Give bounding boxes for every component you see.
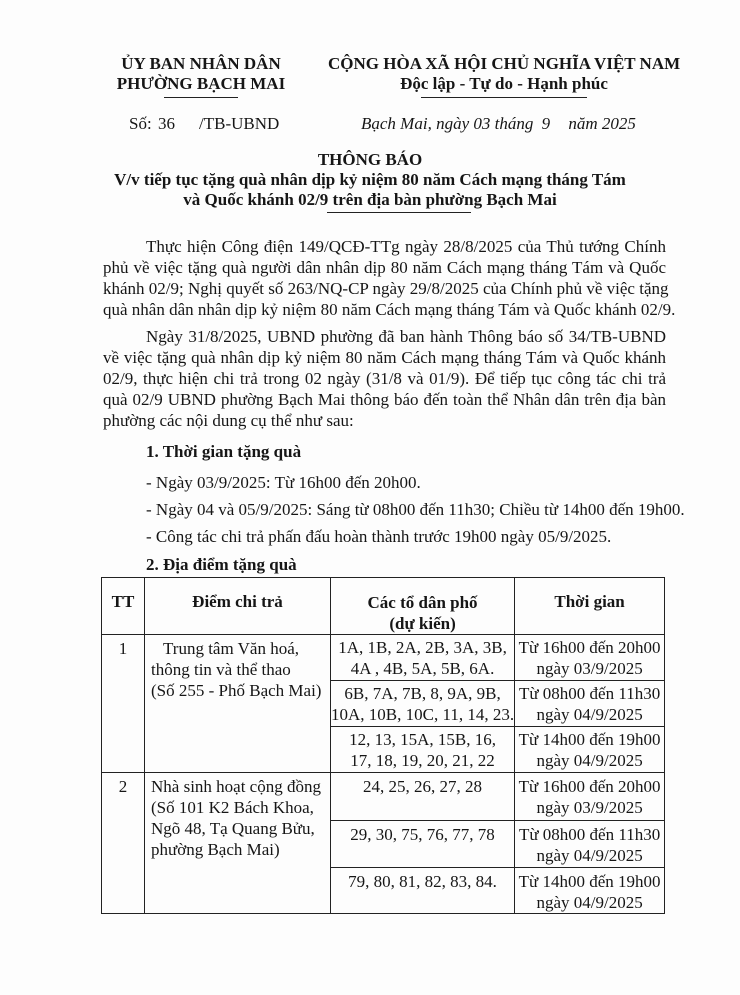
groups-line: 1A, 1B, 2A, 2B, 3A, 3B,	[338, 638, 507, 657]
table-row	[102, 773, 665, 821]
location-line: (Số 101 K2 Bách Khoa,	[151, 798, 314, 817]
time-line: ngày 04/9/2025	[536, 846, 643, 865]
time-line: ngày 04/9/2025	[536, 893, 643, 912]
location-line: phường Bạch Mai)	[151, 840, 280, 859]
section-2-heading: 2. Địa điểm tặng quà	[146, 555, 297, 574]
groups-cell	[331, 773, 515, 821]
location-line: (Số 255 - Phố Bạch Mai)	[151, 681, 322, 700]
groups-cell	[331, 868, 515, 914]
header-location: Điểm chi trả	[145, 578, 331, 635]
site-location	[145, 635, 331, 773]
groups-cell	[331, 635, 515, 681]
schedule-item: - Ngày 04 và 05/9/2025: Sáng từ 08h00 đến 11h30; Chiều từ 14h00 đến 19h00.	[146, 500, 685, 519]
ward-underline	[164, 97, 238, 98]
time-line: Từ 08h00 đến 11h30	[518, 825, 661, 844]
time-cell	[515, 681, 665, 727]
paragraph-line: Thực hiện Công điện 149/QCĐ-TTg ngày 28/8/2025 của Thủ tướng Chính	[146, 237, 666, 256]
time-line: Từ 08h00 đến 11h30	[518, 684, 661, 703]
doc-subject-line2: và Quốc khánh 02/9 trên địa bàn phường Bạch Mai	[183, 190, 557, 209]
distribution-table	[101, 577, 665, 914]
date-month: 9	[541, 114, 551, 133]
time-line: Từ 16h00 đến 20h00	[518, 777, 661, 796]
schedule-item: - Công tác chi trả phấn đấu hoàn thành trước 19h00 ngày 05/9/2025.	[146, 527, 612, 546]
time-line: ngày 03/9/2025	[536, 798, 643, 817]
site-location	[145, 773, 331, 914]
paragraph-line: Ngày 31/8/2025, UBND phường đã ban hành Thông báo số 34/TB-UBND	[146, 327, 666, 346]
groups-cell	[331, 681, 515, 727]
location-line: Trung tâm Văn hoá,	[163, 639, 299, 658]
date-day: 03	[473, 114, 491, 133]
paragraph-line: 02/9, thực hiện chi trả trong 02 ngày (31/8 và 01/9). Để tiếp tục công tác chi trả	[103, 369, 666, 388]
time-cell	[515, 821, 665, 868]
date-line	[361, 114, 636, 134]
paragraph-line: khánh 02/9; Nghị quyết số 263/NQ-CP ngày 29/8/2025 của Chính phủ về việc tặng	[103, 279, 669, 298]
location-line: Nhà sinh hoạt cộng đồng	[151, 777, 321, 796]
groups-line: 4A , 4B, 5A, 5B, 6A.	[350, 659, 495, 678]
location-line: Ngõ 48, Tạ Quang Bửu,	[151, 819, 315, 838]
subject-underline	[327, 212, 471, 213]
schedule-item: - Ngày 03/9/2025: Từ 16h00 đến 20h00.	[146, 473, 421, 492]
location-line: thông tin và thể thao	[151, 660, 291, 679]
time-line: ngày 04/9/2025	[536, 705, 643, 724]
time-cell	[515, 727, 665, 773]
groups-line: 29, 30, 75, 76, 77, 78	[350, 825, 495, 844]
date-place: Bạch Mai, ngày	[361, 114, 470, 133]
time-cell	[515, 773, 665, 821]
groups-line: 6B, 7A, 7B, 8, 9A, 9B,	[344, 684, 501, 703]
groups-cell	[331, 821, 515, 868]
doc-number-suffix: /TB-UBND	[199, 114, 280, 133]
country-name: CỘNG HÒA XÃ HỘI CHỦ NGHĨA VIỆT NAM	[328, 54, 681, 73]
national-motto: Độc lập - Tự do - Hạnh phúc	[400, 74, 608, 93]
doc-title: THÔNG BÁO	[317, 150, 423, 169]
groups-line: 17, 18, 19, 20, 21, 22	[350, 751, 495, 770]
time-line: Từ 16h00 đến 20h00	[518, 638, 661, 657]
paragraph-line: quà nhân dân nhân dịp kỷ niệm 80 năm Cách mạng tháng Tám và Quốc khánh 02/9.	[103, 300, 676, 319]
groups-line: 12, 13, 15A, 15B, 16,	[349, 730, 496, 749]
doc-number-label: Số:	[129, 114, 152, 133]
paragraph-line: quà 02/9 UBND phường Bạch Mai thông báo đến toàn thể Nhân dân trên địa bàn	[103, 390, 666, 409]
header-groups-line1: Các tổ dân phố	[367, 593, 478, 612]
doc-subject-line1: V/v tiếp tục tặng quà nhân dịp kỷ niệm 80 năm Cách mạng tháng Tám	[114, 170, 626, 189]
groups-line: 24, 25, 26, 27, 28	[363, 777, 483, 796]
paragraph-line: về việc tặng quà nhân dịp kỷ niệm 80 năm Cách mạng tháng Tám và Quốc khánh	[103, 348, 666, 367]
groups-cell	[331, 727, 515, 773]
site-number: 2	[102, 773, 145, 914]
paragraph-line: phường các nội dung cụ thể như sau:	[103, 411, 354, 430]
date-month-label: tháng	[494, 114, 534, 133]
time-line: ngày 03/9/2025	[536, 659, 643, 678]
groups-line: 79, 80, 81, 82, 83, 84.	[348, 872, 497, 891]
time-line: Từ 14h00 đến 19h00	[518, 872, 661, 891]
motto-underline	[421, 97, 587, 98]
table-row	[102, 635, 665, 681]
section-1-heading: 1. Thời gian tặng quà	[146, 442, 302, 461]
time-line: Từ 14h00 đến 19h00	[518, 730, 661, 749]
time-cell	[515, 635, 665, 681]
date-year: năm 2025	[568, 114, 636, 133]
ward-name: PHƯỜNG BẠCH MAI	[116, 74, 286, 93]
table-header-row	[102, 578, 665, 635]
header-tt: TT	[102, 578, 145, 635]
header-groups-line2: (dự kiến)	[389, 614, 456, 633]
paragraph-1	[103, 236, 676, 320]
groups-line: 10A, 10B, 10C, 11, 14, 23.	[331, 705, 515, 724]
header-groups	[331, 578, 515, 635]
paragraph-2	[103, 326, 666, 431]
site-number: 1	[102, 635, 145, 773]
agency-name: ỦY BAN NHÂN DÂN	[121, 54, 281, 73]
time-line: ngày 04/9/2025	[536, 751, 643, 770]
paragraph-line: phủ về việc tặng quà người dân nhân dịp 80 năm Cách mạng tháng Tám và Quốc	[103, 258, 666, 277]
time-cell	[515, 868, 665, 914]
header-time: Thời gian	[515, 578, 665, 635]
doc-number: 36	[158, 114, 175, 133]
